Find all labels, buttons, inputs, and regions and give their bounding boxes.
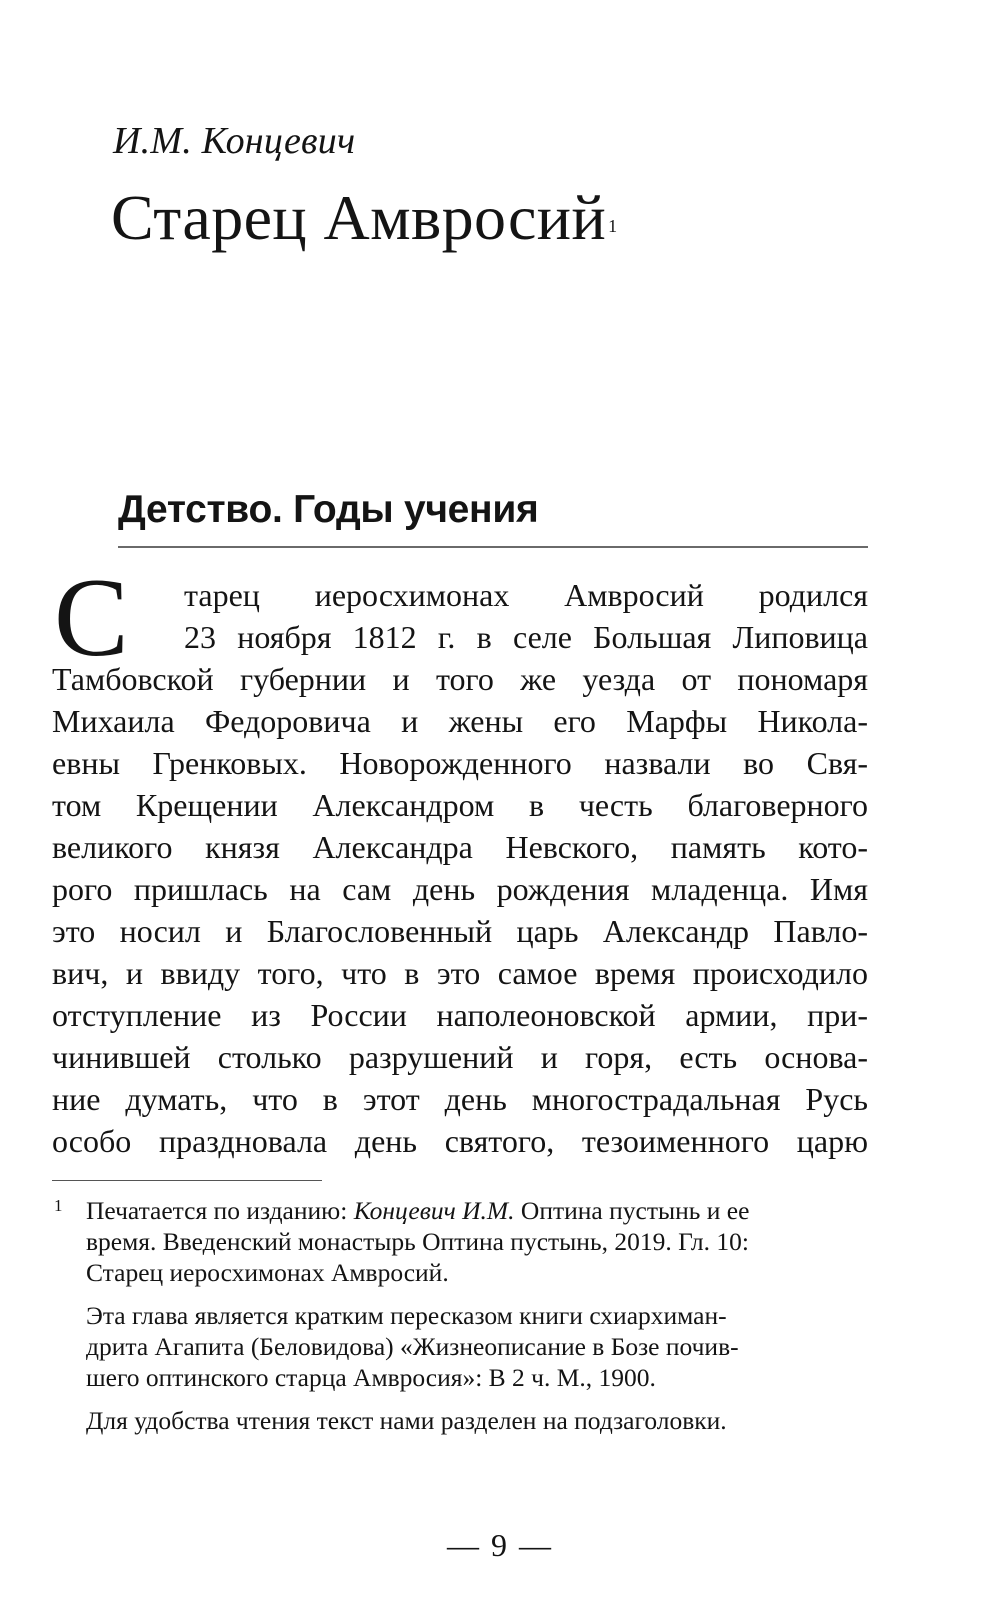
footnote-spacer — [86, 1288, 866, 1300]
footnote-author: Концевич И.М. — [353, 1196, 515, 1225]
body-line: особо праздновала день святого, тезоименного царю — [52, 1123, 868, 1159]
footnote-line: Старец иеросхимонах Амвросий. — [86, 1258, 449, 1287]
body-line: 23 ноября 1812 г. в селе Большая Липовица — [184, 619, 868, 655]
footnote-spacer — [86, 1393, 866, 1405]
footnote-line: шего оптинского старца Амвросия»: В 2 ч. М., 1900. — [86, 1363, 656, 1392]
chapter-title-text: Старец Амвросий — [111, 182, 607, 253]
footnotes — [86, 1195, 866, 1436]
body-line: том Крещении Александром в честь благоверного — [52, 787, 868, 823]
body-line: Михаила Федоровича и жены его Марфы Никола- — [52, 703, 868, 739]
footnote-line: дрита Агапита (Беловидова) «Жизнеописание в Бозе почив- — [86, 1332, 739, 1361]
page-number: — 9 — — [447, 1527, 553, 1563]
footnote-line: время. Введенский монастырь Оптина пустынь, 2019. Гл. 10: — [86, 1227, 749, 1256]
footnote-line: Эта глава является кратким пересказом книги схиархиман- — [86, 1301, 727, 1330]
body-paragraph — [52, 574, 868, 1162]
body-line: вич, и ввиду того, что в это самое время происходило — [52, 955, 868, 991]
body-line: великого князя Александра Невского, память кото- — [52, 829, 868, 865]
body-line: чинившей столько разрушений и горя, есть основа- — [52, 1039, 868, 1075]
footnote-line: Для удобства чтения текст нами разделен на подзаголовки. — [86, 1406, 727, 1435]
body-line: евны Гренковых. Новорожденного назвали во Свя- — [52, 745, 868, 781]
section-heading: Детство. Годы учения — [118, 488, 539, 531]
footnote-number: 1 — [54, 1196, 63, 1215]
body-line: Тамбовской губернии и того же уезда от пономаря — [52, 661, 868, 697]
drop-cap: С — [54, 556, 129, 680]
body-line: отступление из России наполеоновской армии, при- — [52, 997, 868, 1033]
body-line: рого пришлась на сам день рождения младенца. Имя — [52, 871, 868, 907]
author-name: И.М. Концевич — [113, 120, 356, 162]
body-line: тарец иеросхимонах Амвросий родился — [184, 577, 868, 613]
chapter-title — [111, 180, 618, 256]
footnote-line — [86, 1195, 866, 1226]
body-line: ние думать, что в этот день многострадальная Русь — [52, 1081, 868, 1117]
footnote-rest: Оптина пустынь и ее — [514, 1196, 750, 1225]
section-divider — [118, 546, 868, 548]
footnote-reference[interactable]: 1 — [608, 216, 618, 236]
body-line: это носил и Благословенный царь Александр Павло- — [52, 913, 868, 949]
footnote-prefix: Печатается по изданию: — [86, 1196, 354, 1225]
footnote-divider — [52, 1180, 322, 1181]
